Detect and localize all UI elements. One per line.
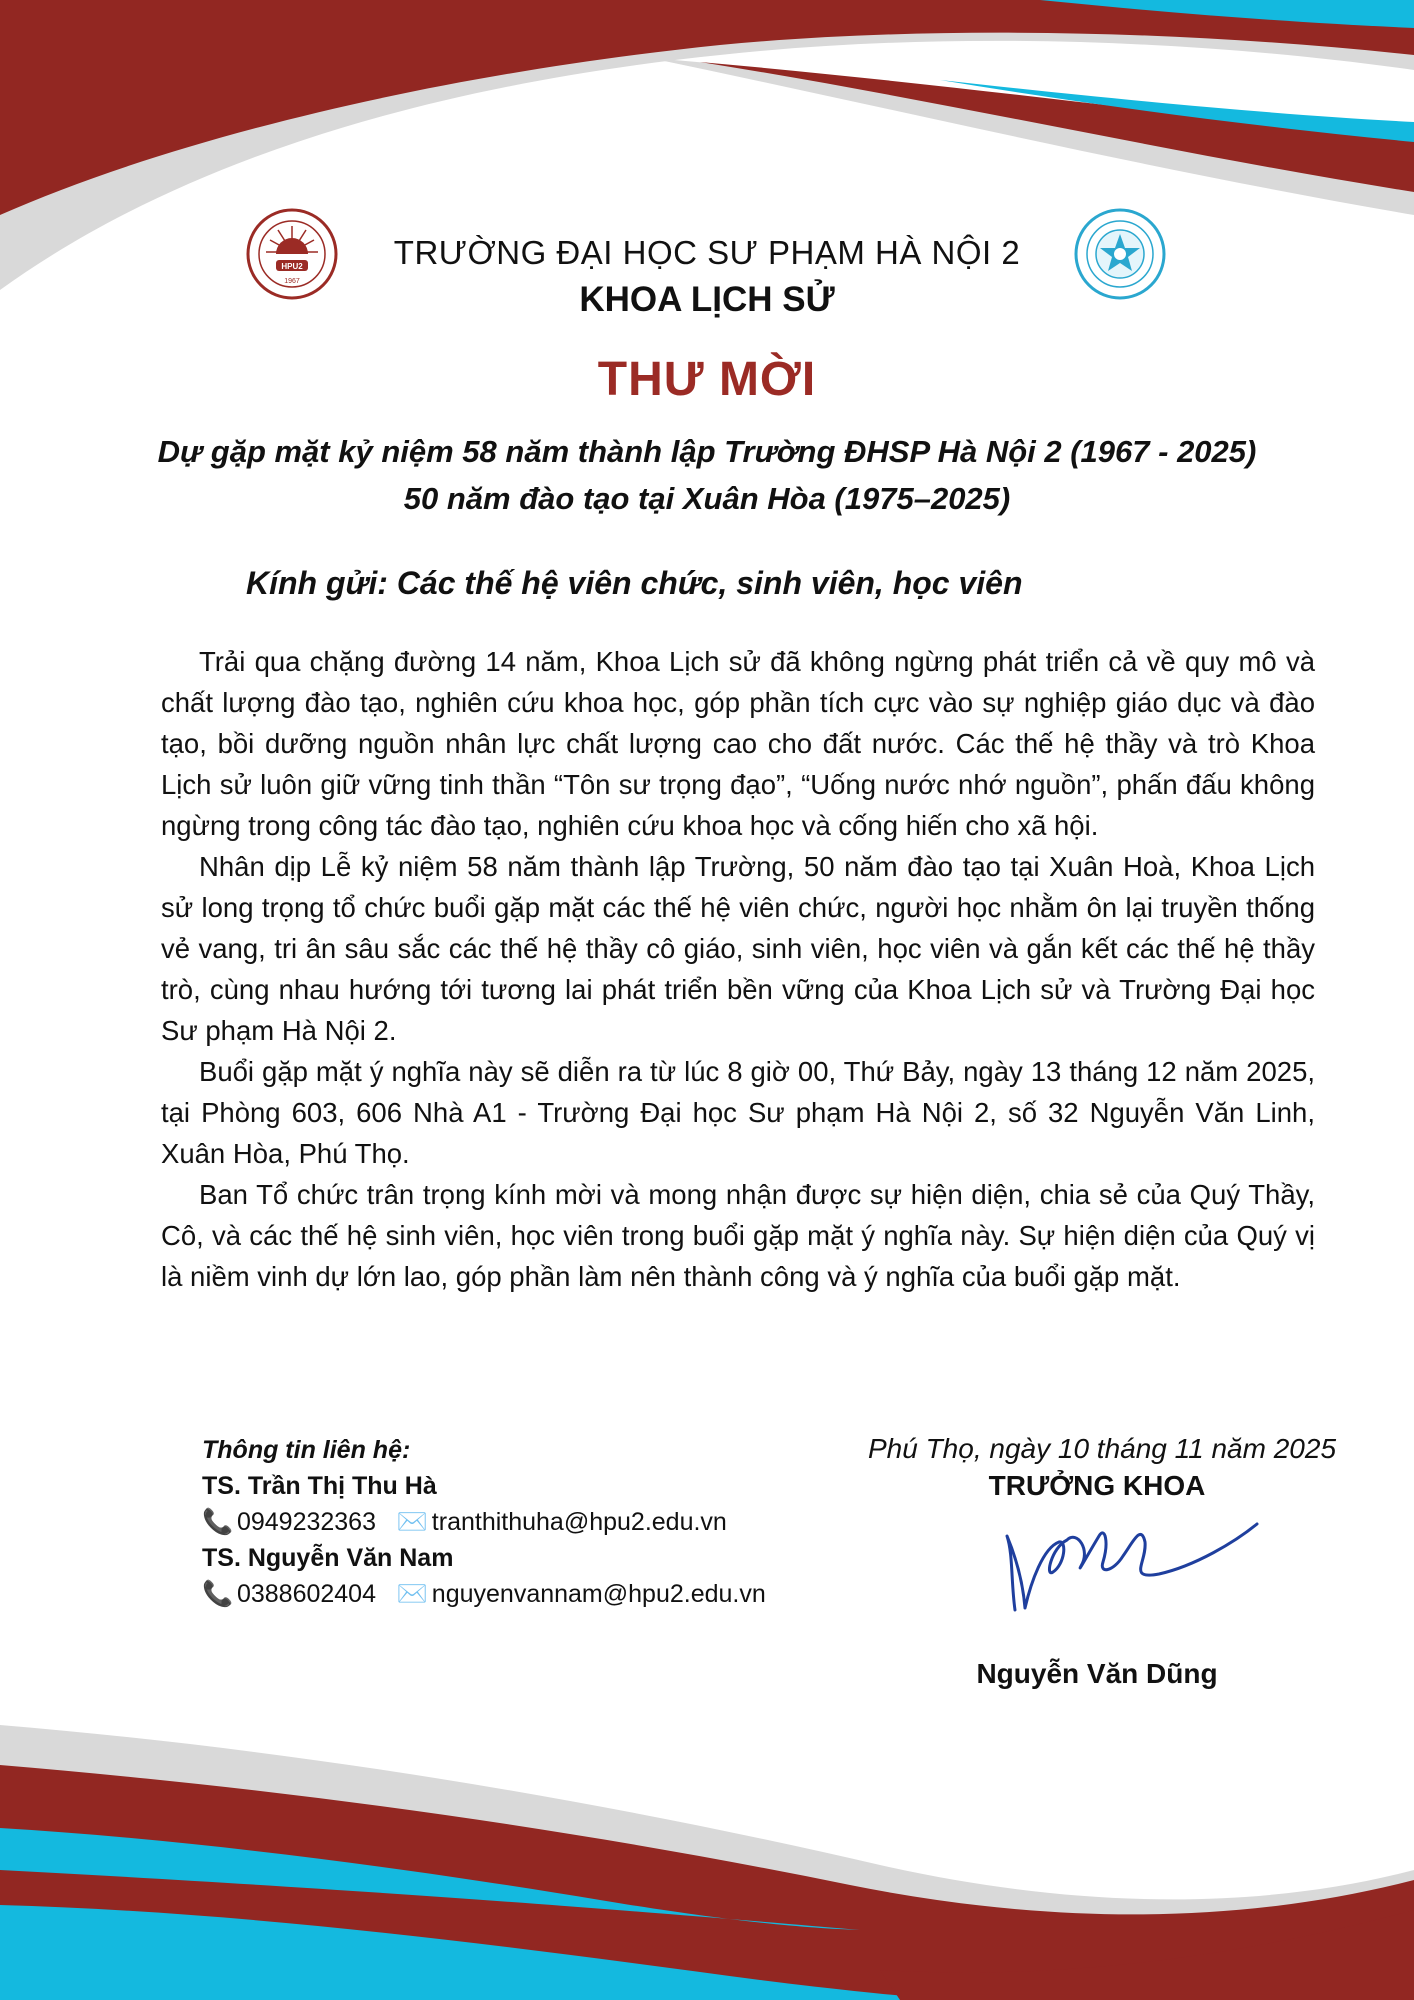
svg-text:HPU2: HPU2 bbox=[281, 262, 303, 271]
salutation: Kính gửi: Các thế hệ viên chức, sinh viên, học viên bbox=[246, 565, 1023, 601]
contact-line bbox=[202, 1576, 766, 1612]
top-wave-decoration bbox=[0, 0, 1414, 320]
email-icon: ✉️ bbox=[396, 1580, 428, 1608]
phone-icon: 📞 bbox=[202, 1508, 234, 1536]
phone-icon: 📞 bbox=[202, 1580, 234, 1608]
document-title: THƯ MỜI bbox=[597, 353, 817, 406]
contact-name: TS. Trần Thị Thu Hà bbox=[202, 1472, 437, 1500]
body-paragraph: Trải qua chặng đường 14 năm, Khoa Lịch sử đã không ngừng phát triển cả về quy mô và chất lượng đào tạo, nghiên cứu khoa học, góp phần tích cực vào sự nghiệp giáo dục và đào tạo, bồi dưỡng nguồn nhân lực chất lượng cao cho đất nước. Các thế hệ thầy và trò Khoa Lịch sử luôn giữ vững tinh thần “Tôn sư trọng đạo”, “Uống nước nhớ nguồn”, phấn đấu không ngừng trong công tác đào tạo, nghiên cứu khoa học và cống hiến cho xã hội. bbox=[161, 646, 1315, 841]
contact-line bbox=[202, 1504, 766, 1540]
occasion-line-1: Dự gặp mặt kỷ niệm 58 năm thành lập Trường ĐHSP Hà Nội 2 (1967 - 2025) bbox=[157, 434, 1257, 469]
signer-role: TRƯỞNG KHOA bbox=[988, 1470, 1206, 1501]
contact-phone[interactable]: 0949232363 bbox=[236, 1508, 376, 1536]
contact-phone[interactable]: 0388602404 bbox=[236, 1580, 376, 1608]
bottom-wave-decoration bbox=[0, 1680, 1414, 2000]
contact-email[interactable]: tranthithuha@hpu2.edu.vn bbox=[431, 1508, 727, 1536]
contact-info bbox=[202, 1432, 766, 1612]
contact-title: Thông tin liên hệ: bbox=[202, 1436, 411, 1464]
body-paragraph: Nhân dịp Lễ kỷ niệm 58 năm thành lập Trường, 50 năm đào tạo tại Xuân Hoà, Khoa Lịch sử long trọng tổ chức buổi gặp mặt các thế hệ viên chức, người học nhằm ôn lại truyền thống vẻ vang, tri ân sâu sắc các thế hệ thầy cô giáo, sinh viên, học viên và gắn kết các thế hệ thầy trò, cùng nhau hướng tới tương lai phát triển bền vững của Khoa Lịch sử và Trường Đại học Sư phạm Hà Nội 2. bbox=[161, 851, 1315, 1046]
body-paragraph: Buổi gặp mặt ý nghĩa này sẽ diễn ra từ lúc 8 giờ 00, Thứ Bảy, ngày 13 tháng 12 năm 2025, tại Phòng 603, 606 Nhà A1 - Trường Đại học Sư phạm Hà Nội 2, số 32 Nguyễn Văn Linh, Xuân Hòa, Phú Thọ. bbox=[161, 1056, 1315, 1169]
email-icon: ✉️ bbox=[396, 1508, 428, 1536]
place-and-date: Phú Thọ, ngày 10 tháng 11 năm 2025 bbox=[867, 1433, 1337, 1464]
svg-text:1967: 1967 bbox=[284, 278, 300, 285]
school-name: TRƯỜNG ĐẠI HỌC SƯ PHẠM HÀ NỘI 2 bbox=[393, 234, 1021, 271]
contact-name: TS. Nguyễn Văn Nam bbox=[202, 1544, 454, 1572]
body-paragraph: Ban Tổ chức trân trọng kính mời và mong nhận được sự hiện diện, chia sẻ của Quý Thầy, Cô, và các thế hệ sinh viên, học viên trong buổi gặp mặt ý nghĩa này. Sự hiện diện của Quý vị là niềm vinh dự lớn lao, góp phần làm nên thành công và ý nghĩa của buổi gặp mặt. bbox=[161, 1179, 1315, 1292]
occasion-line-2: 50 năm đào tạo tại Xuân Hòa (1975–2025) bbox=[403, 481, 1011, 516]
letter-body bbox=[161, 641, 1315, 1297]
contact-email[interactable]: nguyenvannam@hpu2.edu.vn bbox=[431, 1580, 766, 1608]
faculty-name: KHOA LỊCH SỬ bbox=[579, 280, 835, 319]
signature-icon bbox=[995, 1512, 1265, 1630]
signer-name: Nguyễn Văn Dũng bbox=[976, 1658, 1218, 1689]
